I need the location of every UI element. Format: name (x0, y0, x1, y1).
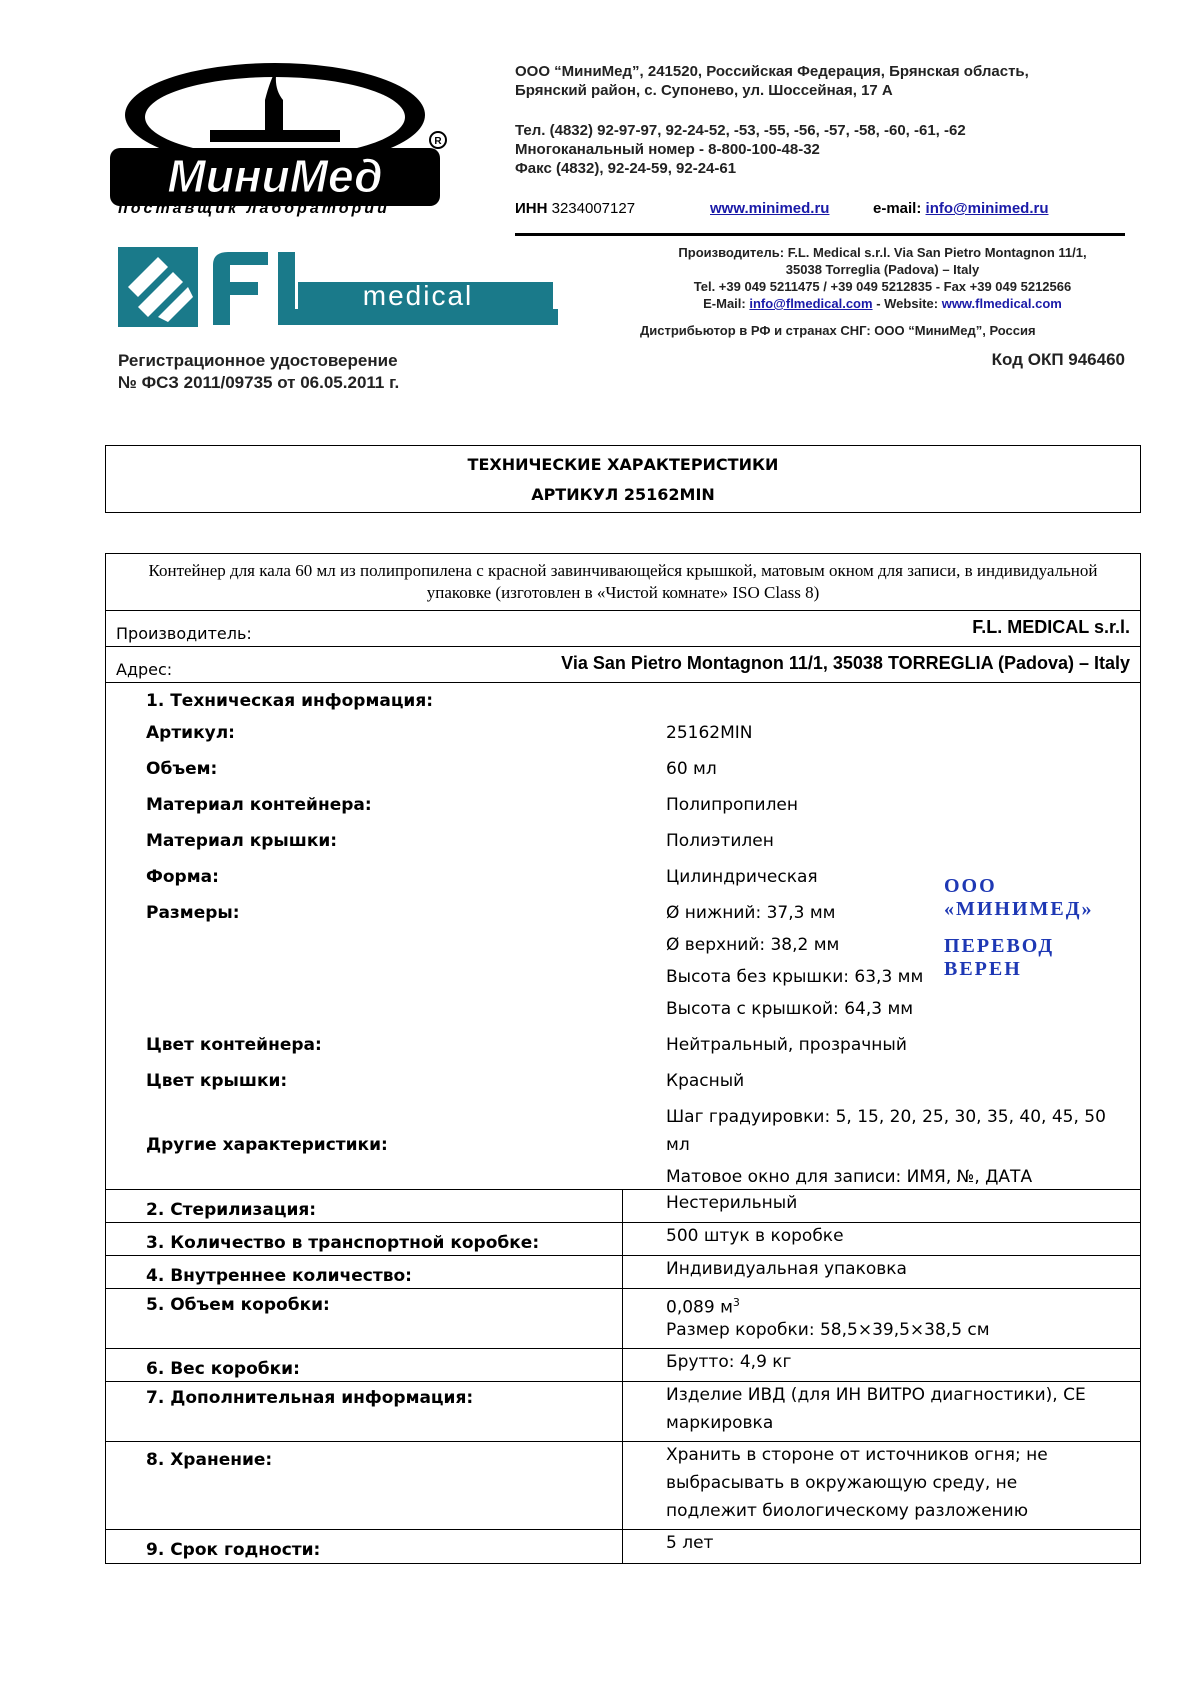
table-row: 9. Срок годности: 5 лет (106, 1530, 1140, 1563)
table-row: 2. Стерилизация: Нестерильный (106, 1190, 1140, 1223)
svg-text:R: R (434, 136, 442, 147)
translation-stamp: ООО «МИНИМЕД» ПЕРЕВОД ВЕРЕН (944, 875, 1094, 980)
spec-table (105, 553, 1141, 1564)
svg-text:МиниМед: МиниМед (167, 150, 383, 202)
inn-line: ИНН 3234007127 (515, 200, 636, 217)
producer-info: Производитель: F.L. Medical s.r.l. Via San Pietro Montagnon 11/1, 35038 Torreglia (Padova) – Italy Tel. +39 049 5211475 / +39 049 5212835 - Fax +39 049 5212566 E-Mail: info@flmedical.com - Website: www.flmedical.com (678, 245, 1087, 311)
fl-medical-logo (118, 247, 558, 327)
producer-email-link[interactable]: info@flmedical.com (749, 296, 873, 311)
svg-text:medical: medical (362, 280, 474, 311)
email-line: e-mail: info@minimed.ru (873, 200, 1049, 217)
table-row: 6. Вес коробки: Брутто: 4,9 кг (106, 1349, 1140, 1382)
document-title: ТЕХНИЧЕСКИЕ ХАРАКТЕРИСТИКИ АРТИКУЛ 25162MIN (105, 445, 1141, 513)
address-row: Адрес: Via San Pietro Montagnon 11/1, 35038 TORREGLIA (Padova) – Italy (106, 647, 1140, 683)
company-phones: Тел. (4832) 92-97-97, 92-24-52, -53, -55, -56, -57, -58, -60, -61, -62 Многоканальный номер - 8-800-100-48-32 Факс (4832), 92-24-59, 92-24-61 (515, 122, 966, 177)
manufacturer-row: Производитель: F.L. MEDICAL s.r.l. (106, 611, 1140, 647)
okp-code: Код ОКП 946460 (991, 350, 1125, 369)
table-row: 8. Хранение: Хранить в стороне от источников огня; не выбрасывать в окружающую среду, не подлежит биологическому разложению (106, 1442, 1140, 1530)
logo-tagline: поставщик лабораторий (118, 200, 390, 217)
product-description: Контейнер для кала 60 мл из полипропилена с красной завинчивающейся крышкой, матовым окном для записи, в индивидуальной упаковке (изготовлен в «Чистой комнате» ISO Class 8) (106, 554, 1140, 611)
table-row: 4. Внутреннее количество: Индивидуальная упаковка (106, 1256, 1140, 1289)
company-address: ООО “МиниМед”, 241520, Российская Федерация, Брянская область, Брянский район, с. Супонево, ул. Шоссейная, 17 А (515, 63, 1029, 99)
producer-website-link[interactable]: www.flmedical.com (941, 296, 1062, 311)
table-row: 3. Количество в транспортной коробке: 500 штук в коробке (106, 1223, 1140, 1256)
distributor-line: Дистрибьютор в РФ и странах СНГ: ООО “МиниМед”, Россия (640, 323, 1036, 338)
header-divider (515, 233, 1125, 236)
table-row: 7. Дополнительная информация: Изделие ИВД (для ИН ВИТРО диагностики), СЕ маркировка (106, 1382, 1140, 1442)
technical-info: 1. Техническая информация: Артикул: 25162MIN Объем: 60 мл Материал контейнера: Полипропилен Материал крышки: Полиэтилен Форма: Цилиндрическая Размеры: Ø нижний: 37,3 мм Ø верхний: 38,2 мм Высота без крышки: 63,3 мм Высота с крышкой: 64,3 мм Цвет контейнера: Нейтральный, прозрачный Цвет крышки: Красный Шаг градуировки: 5, 15, 20, 25, 30, 35, 40, 45, 50 Другие характеристики: мл Матовое окно для записи: ИМЯ, №, ДАТА ООО «МИНИМЕД» ПЕРЕВОД ВЕРЕН (106, 683, 1140, 1190)
email-link[interactable]: info@minimed.ru (925, 200, 1049, 217)
registration-certificate: Регистрационное удостоверение № ФСЗ 2011/09735 от 06.05.2011 г. (118, 351, 400, 392)
website-link[interactable]: www.minimed.ru (710, 200, 830, 217)
table-row: 5. Объем коробки: 0,089 $м^3$ Размер коробки: 58,5×39,5×38,5 см (106, 1289, 1140, 1349)
